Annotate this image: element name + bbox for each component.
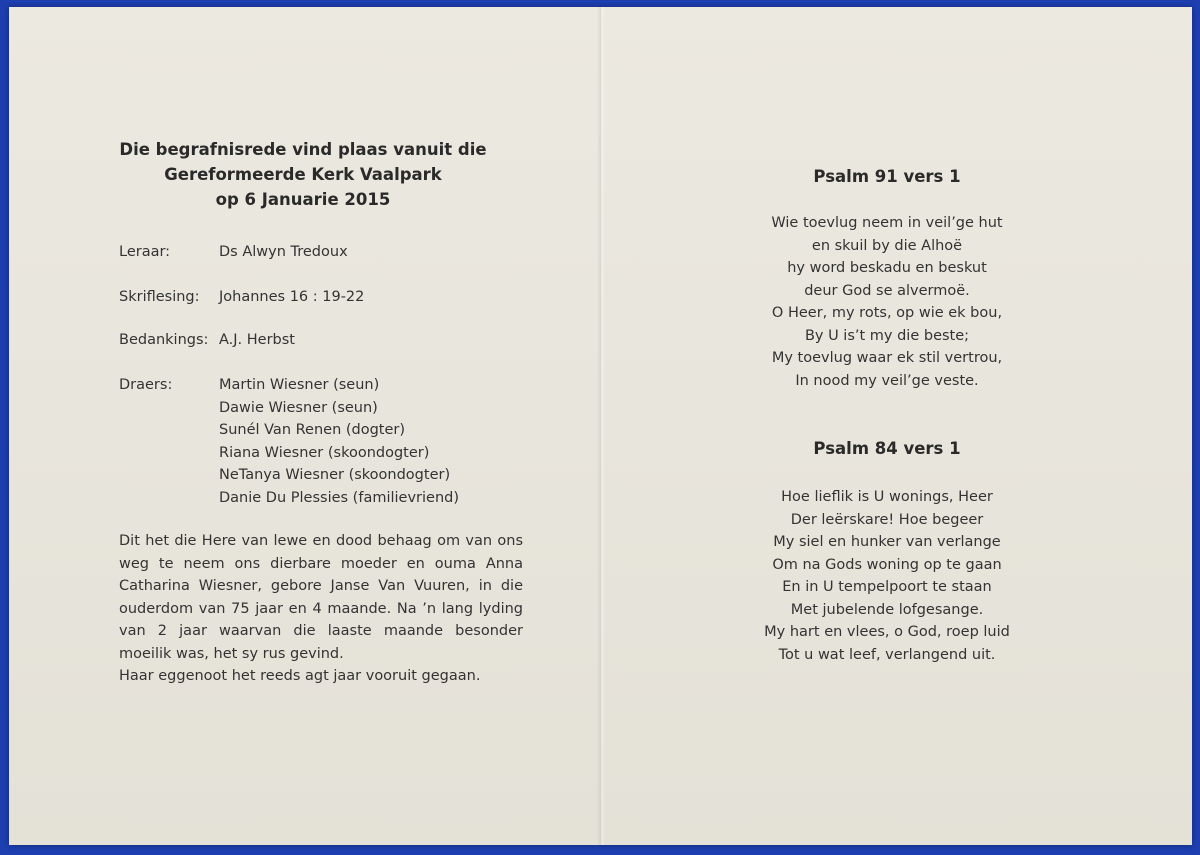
obituary-paragraph (119, 530, 523, 688)
draers-label: Draers: (119, 377, 173, 393)
verse-line: Der leërskare! Hoe begeer (790, 511, 984, 528)
draers-list (219, 374, 459, 509)
page-fold (597, 7, 605, 845)
draer-name: Danie Du Plessies (familievriend) (219, 489, 460, 506)
bedankings-label: Bedankings: (119, 332, 209, 348)
verse-line: My toevlug waar ek stil vertrou, (771, 350, 1003, 366)
verse-line: My siel en hunker van verlange (773, 534, 1001, 550)
verse-line: En in U tempelpoort te staan (782, 579, 992, 595)
verse-line: Hoe lieflik is U wonings, Heer (781, 489, 993, 505)
verse-line: Om na Gods woning op te gaan (772, 556, 1002, 573)
verse-line: In nood my veil’ge veste. (795, 372, 979, 389)
draer-name: Riana Wiesner (skoondogter) (219, 444, 430, 461)
bedankings-value: A.J. Herbst (219, 332, 295, 348)
draer-name: Sunél Van Renen (dogter) (219, 422, 406, 438)
draers-row (119, 374, 539, 509)
heading-line: Gereformeerde Kerk Vaalpark (164, 165, 442, 184)
paragraph-line: weg te neem ons dierbare moeder en ouma Anna (119, 555, 523, 572)
leraar-value: Ds Alwyn Tredoux (219, 244, 348, 260)
paragraph-line: Catharina Wiesner, gebore Janse Van Vuuren, in die (119, 578, 523, 594)
service-heading (9, 137, 597, 212)
paragraph-line: ouderdom van 75 jaar en 4 maande. Na ’n lang lyding (119, 600, 523, 617)
paragraph-line: Haar eggenoot het reeds agt jaar vooruit gegaan. (119, 668, 481, 684)
skriflesing-row (119, 286, 539, 309)
draer-name: Martin Wiesner (seun) (219, 377, 380, 393)
verse-line: hy word beskadu en beskut (787, 260, 987, 276)
skriflesing-label: Skriflesing: (119, 289, 200, 305)
leraar-row (119, 241, 539, 264)
leraar-label: Leraar: (119, 244, 171, 260)
psalm-91-verse (605, 212, 1169, 392)
verse-line: O Heer, my rots, op wie ek bou, (771, 305, 1003, 321)
psalm-84-verse (605, 486, 1169, 666)
psalm-84-title: Psalm 84 vers 1 (813, 439, 961, 458)
heading-line: op 6 Januarie 2015 (215, 190, 391, 209)
paragraph-line: Dit het die Here van lewe en dood behaag om van ons (119, 533, 523, 549)
left-page (9, 7, 597, 845)
verse-line: Wie toevlug neem in veil’ge hut (771, 215, 1003, 231)
heading-line: Die begrafnisrede vind plaas vanuit die (119, 140, 487, 159)
verse-line: en skuil by die Alhoë (811, 237, 963, 254)
draer-name: NeTanya Wiesner (skoondogter) (219, 467, 451, 483)
draer-name: Dawie Wiesner (seun) (219, 399, 378, 416)
verse-line: By U is’t my die beste; (804, 327, 970, 344)
verse-line: deur God se alvermoë. (804, 282, 970, 299)
verse-line: My hart en vlees, o God, roep luid (764, 624, 1010, 640)
bedankings-row (119, 329, 539, 352)
paragraph-line: moeilik was, het sy rus gevind. (119, 645, 344, 662)
psalm-91-title: Psalm 91 vers 1 (813, 167, 961, 186)
verse-line: Met jubelende lofgesange. (790, 601, 984, 618)
skriflesing-value: Johannes 16 : 19-22 (219, 289, 365, 305)
paragraph-line: van 2 jaar waarvan die laaste maande besonder (119, 623, 523, 639)
right-page (605, 7, 1192, 845)
verse-line: Tot u wat leef, verlangend uit. (778, 646, 996, 663)
funeral-program-sheet (9, 7, 1192, 845)
